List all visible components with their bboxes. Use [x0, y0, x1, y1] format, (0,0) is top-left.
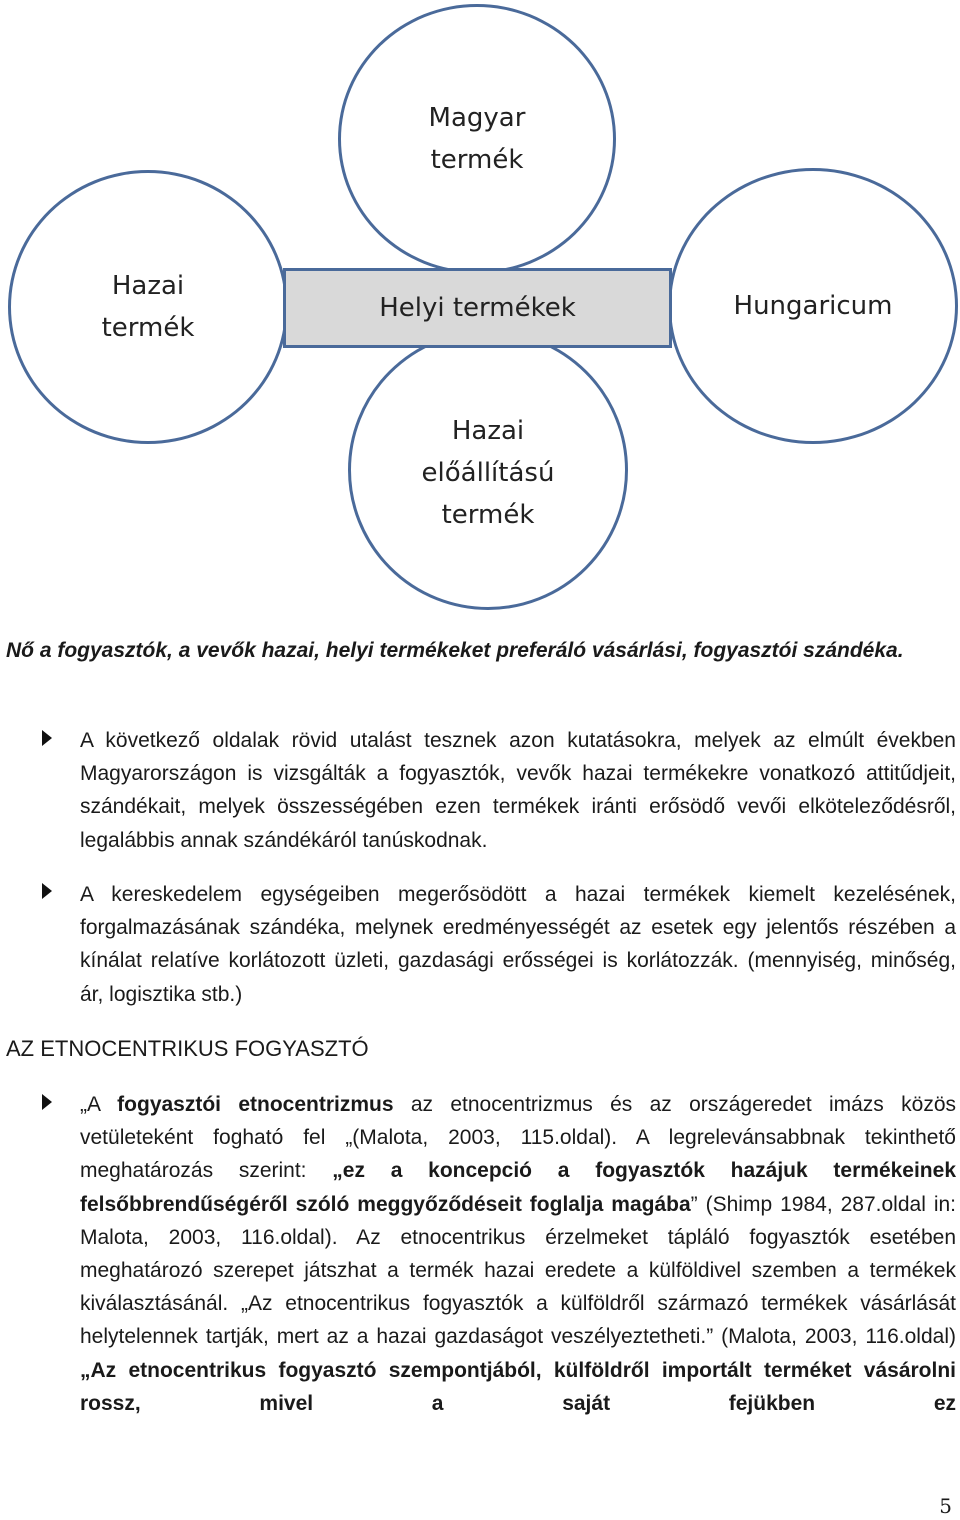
p3-text: ” (Shimp 1984, 287.oldal in: Malota, 2003, 116.oldal). Az etnocentrikus érzelmeket tápláló fogyasztók esetében meghatározó szerepet játszhat a termék hazai eredete a külföldivel szemben a termékek kiválasztásánál. „Az etnocentrikus fogyasztók a külföldről származó termékek vásárlását helytelennek tartják, mert az a hazai gazdaságot veszélyeztetheti.” (Malota, 2003, 116.oldal) — [80, 1192, 956, 1349]
page-number: 5 — [939, 1494, 952, 1518]
circle-label: Hazai előállítású termék — [421, 416, 555, 530]
bullet-arrow-icon — [42, 883, 52, 899]
circle-label: Hazai termék — [101, 271, 195, 343]
circle-label: Hungaricum — [733, 291, 893, 321]
bullet-paragraph-2: A kereskedelem egységeiben megerősödött a hazai termékek kiemelt kezelésének, forgalmazásának szándéka, melynek eredményességét az esetek egy jelentős részében a kínálat relatíve korlátozott üzleti, gazdasági erősségei is korlátozzák. (mennyiség, minőség, ár, logisztika stb.) — [80, 883, 956, 1006]
circle-label: Magyar termék — [428, 103, 526, 175]
section-heading: AZ ETNOCENTRIKUS FOGYASZTÓ — [6, 1036, 369, 1061]
bullet-arrow-icon — [42, 730, 52, 746]
circle-hungaricum — [668, 168, 958, 444]
p3-bold-quote: „ez a koncepció a fogyasztók hazájuk termékeinek felsőbbrendűségéről szóló meggyőződéseit foglalja magába — [80, 1159, 956, 1216]
p3-bold-quote: „Az etnocentrikus fogyasztó szempontjából, külföldről importált terméket vásárolni rossz, mivel a saját fejükben ez — [80, 1358, 956, 1415]
p3-text: „A — [80, 1093, 118, 1116]
center-box-label: Helyi termékek — [379, 293, 576, 323]
bullet-paragraph-3 — [80, 1088, 956, 1420]
center-box-helyi-termekek — [283, 268, 672, 348]
p3-bold-term: fogyasztói etnocentrizmus — [117, 1093, 394, 1116]
bullet-arrow-icon — [42, 1094, 52, 1110]
circle-magyar-termek — [338, 4, 616, 274]
p3-text: az etnocentrizmus és az országeredet imázs közös vetületeként fogható fel „(Malota, 2003, 115.oldal). A legrelevánsabbnak tekinthető meghatározás szerint: — [80, 1093, 956, 1183]
intro-paragraph: Nő a fogyasztók, a vevők hazai, helyi termékeket preferáló vásárlási, fogyasztói szándéka. — [6, 639, 904, 662]
bullet-paragraph-1: A következő oldalak rövid utalást tesznek azon kutatásokra, melyek az elmúlt években Magyarországon is vizsgálták a fogyasztók, vevők hazai termékekre vonatkozó attitűdjeit, szándékait, melyek összességében ezen termékek iránti erősödő vevői elköteleződésről, legalábbis annak szándékáról tanúskodnak. — [80, 729, 956, 852]
circle-hazai-eloallitasu — [348, 330, 628, 610]
circle-hazai-termek — [8, 170, 288, 444]
